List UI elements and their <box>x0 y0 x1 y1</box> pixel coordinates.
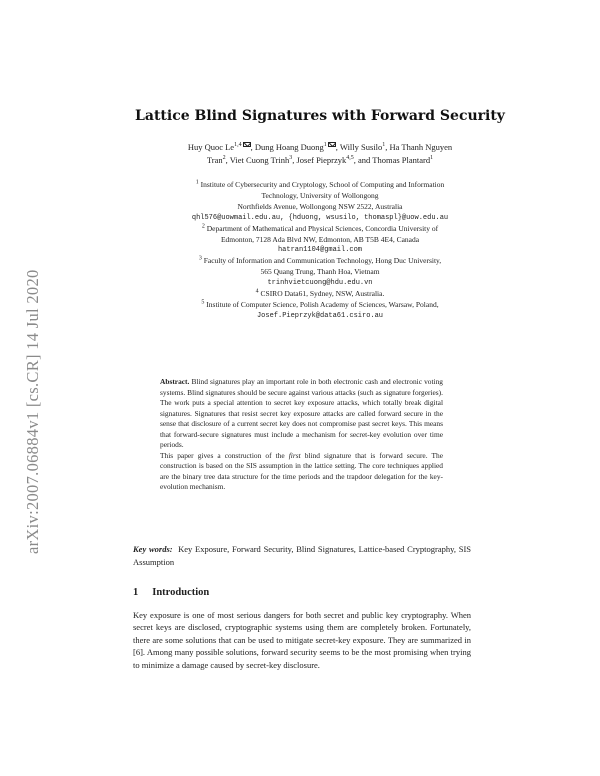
affiliation-line: $^2$ Department of Mathematical and Physical Sciences, Concordia University of <box>201 223 439 233</box>
affiliation-line: 565 Quang Trung, Thanh Hoa, Vietnam <box>260 267 380 277</box>
author-affil-sup: 4,5 <box>346 155 354 162</box>
affiliation-email: trinhvietcuong@hdu.edu.vn <box>267 279 373 288</box>
keywords-label: Key words: <box>133 544 173 554</box>
author-name: Dung Hoang Duong <box>254 142 324 152</box>
section-number: 1 <box>133 587 139 598</box>
affiliation-line: Technology, University of Wollongong <box>261 190 379 200</box>
affiliation-email: Josef.Pieprzyk@data61.csiro.au <box>256 311 384 320</box>
author-affil-sup: 1 <box>430 155 434 162</box>
abstract-paragraph-1: Abstract. Blind signatures play an important role in both electronic cash and electronic voting systems. Blind signatures should be secure against various attacks (such as signature forgeries). The work puts a special attention to secret key exposure attacks, which totally break digital signatures. Signatures that resist secret key exposure attacks are called forward secure in the sense that disclosure of a current secret key does not compromise past secret keys. This means that forward-secure signatures must include a mechanism for secret-key evolution over time periods. <box>160 377 443 449</box>
affiliation-line: Northfields Avenue, Wollongong NSW 2522, Australia <box>237 201 403 211</box>
section-title: Introduction <box>152 587 210 598</box>
affiliation-line: $^3$ Faculty of Information and Communication Technology, Hong Duc University, <box>198 255 442 266</box>
author-affil-sup: 1,4 <box>234 142 242 149</box>
author-name: Willy Susilo <box>339 142 383 152</box>
affiliation-line: $^5$ Institute of Computer Science, Polish Academy of Sciences, Warsaw, Poland, <box>201 299 439 309</box>
author-affil-sup: 3 <box>289 155 293 162</box>
author-name: Josef Pieprzyk <box>296 155 347 165</box>
arxiv-identifier: arXiv:2007.06884v1 [cs.CR] 14 Jul 2020 <box>23 269 42 554</box>
keywords <box>133 543 471 568</box>
affiliation-line: $^1$ Institute of Cybersecurity and Cryptology, School of Computing and Information <box>195 179 445 189</box>
author-affil-sup: 1 <box>323 142 327 149</box>
author-affil-sup: 1 <box>382 142 386 149</box>
author-name: Viet Cuong Trinh <box>229 155 290 165</box>
author-affil-sup: 2 <box>222 155 226 162</box>
mail-icon <box>243 142 251 147</box>
affiliation-email: hatran1104@gmail.com <box>277 246 362 255</box>
keywords-text: Key Exposure, Forward Security, Blind Signatures, Lattice-based Cryptography, SIS Assumption <box>133 544 471 567</box>
mail-icon <box>328 142 336 147</box>
author-name: Huy Quoc Le <box>187 142 235 152</box>
abstract-paragraph-2: This paper gives a construction of the first blind signature that is forward secure. The construction is based on the SIS assumption in the lattice setting. The core techniques applied are the binary tree data structure for the time periods and the trapdoor delegation for the key-evolution mechanism. <box>160 450 443 491</box>
abstract <box>160 377 443 493</box>
affiliation-line: Edmonton, 7128 Ada Blvd NW, Edmonton, AB T5B 4E4, Canada <box>220 234 420 244</box>
affiliation-email: qhl576@uowmail.edu.au, {hduong, wsusilo, thomaspl}@uow.edu.au <box>191 213 449 222</box>
author-name: Ha Thanh Nguyen <box>389 142 453 152</box>
author-name: Tran <box>206 155 223 165</box>
section-heading <box>133 587 209 598</box>
affiliation-list <box>140 180 500 322</box>
author-line-2: Tran$^2$, Viet Cuong Trinh$^3$, Josef Pieprzyk$^{4,5}$, and Thomas Plantard$^1$ <box>206 155 434 165</box>
author-line-1: Huy Quoc Le$^{1,4}$ , Dung Hoang Duong$^1$ , Willy Susilo$^1$, Ha Thanh Nguyen <box>187 142 453 152</box>
abstract-label: Abstract. <box>160 377 190 386</box>
paper-title: Lattice Blind Signatures with Forward Security <box>135 108 505 124</box>
intro-paragraph: Key exposure is one of most serious dangers for both secret and public key cryptography. When secret keys are disclosed, cryptographic systems using them are completely broken. Fortunately, there are some solutions that can be used to mitigate secret-key exposure. They are summarized in [6]. Among many possible solutions, forward security seems to be the most promising when trying to minimize a damage caused by secret-key disclosure. <box>133 610 471 670</box>
author-list <box>135 141 505 167</box>
affiliation-line: $^4$ CSIRO Data61, Sydney, NSW, Australia. <box>255 288 385 299</box>
author-name: Thomas Plantard <box>372 155 431 165</box>
